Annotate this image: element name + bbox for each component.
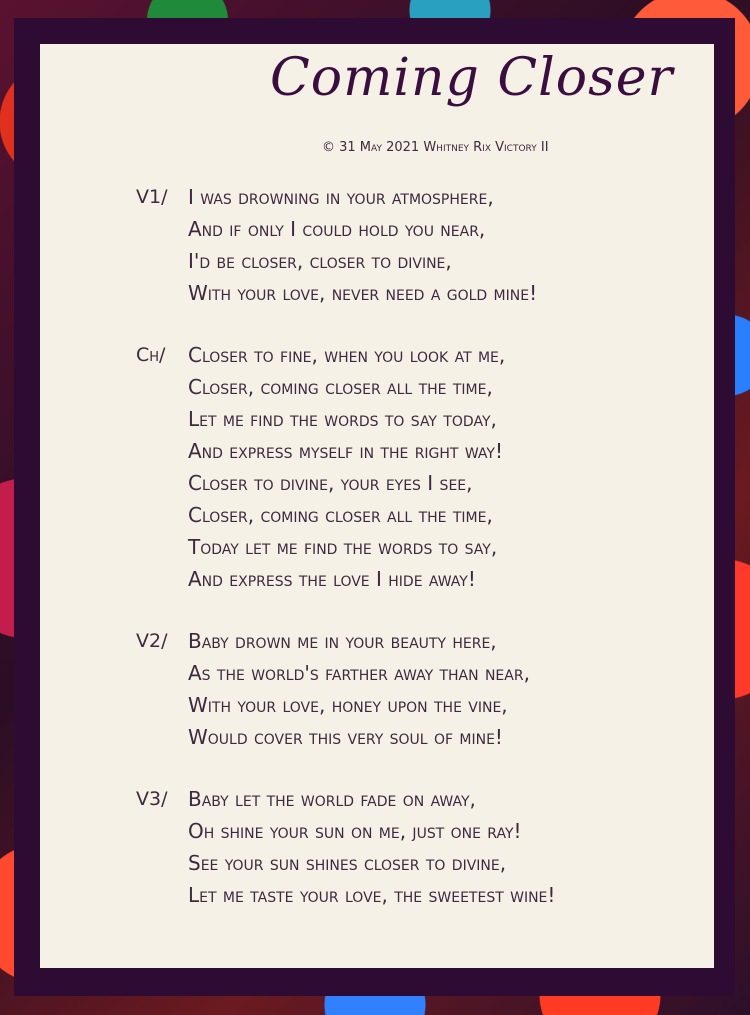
lyric-line: Closer, coming closer all the time, <box>188 375 493 399</box>
copyright-notice: © 31 May 2021 Whitney Rix Victory II <box>322 140 549 155</box>
stanza-tag: V1/ <box>136 186 168 208</box>
lyric-line: Closer, coming closer all the time, <box>188 503 493 527</box>
lyric-line: Closer to fine, when you look at me, <box>188 343 506 367</box>
lyric-line: And express myself in the right way! <box>188 439 503 463</box>
lyric-line: I'd be closer, closer to divine, <box>188 249 452 273</box>
stanza-tag: Ch/ <box>136 344 166 366</box>
lyric-line: And express the love I hide away! <box>188 567 476 591</box>
lyric-line: Let me find the words to say today, <box>188 407 497 431</box>
lyric-line: Today let me find the words to say, <box>188 535 498 559</box>
lyric-line: As the world's farther away than near, <box>188 661 530 685</box>
lyric-line: See your sun shines closer to divine, <box>188 851 507 875</box>
lyric-line: With your love, never need a gold mine! <box>188 281 538 305</box>
lyric-line: With your love, honey upon the vine, <box>188 693 508 717</box>
stanza-tag: V2/ <box>136 630 168 652</box>
lyric-line: Baby let the world fade on away, <box>188 787 476 811</box>
lyric-line: Baby drown me in your beauty here, <box>188 629 497 653</box>
lyric-line: Would cover this very soul of mine! <box>188 725 503 749</box>
stanza-tag: V3/ <box>136 788 168 810</box>
lyric-line: I was drowning in your atmosphere, <box>188 185 494 209</box>
lyric-line: Oh shine your sun on me, just one ray! <box>188 819 522 843</box>
lyric-line: Closer to divine, your eyes I see, <box>188 471 473 495</box>
lyric-line: And if only I could hold you near, <box>188 217 486 241</box>
song-title: Coming Closer <box>270 48 674 108</box>
lyric-line: Let me taste your love, the sweetest wine! <box>188 883 556 907</box>
